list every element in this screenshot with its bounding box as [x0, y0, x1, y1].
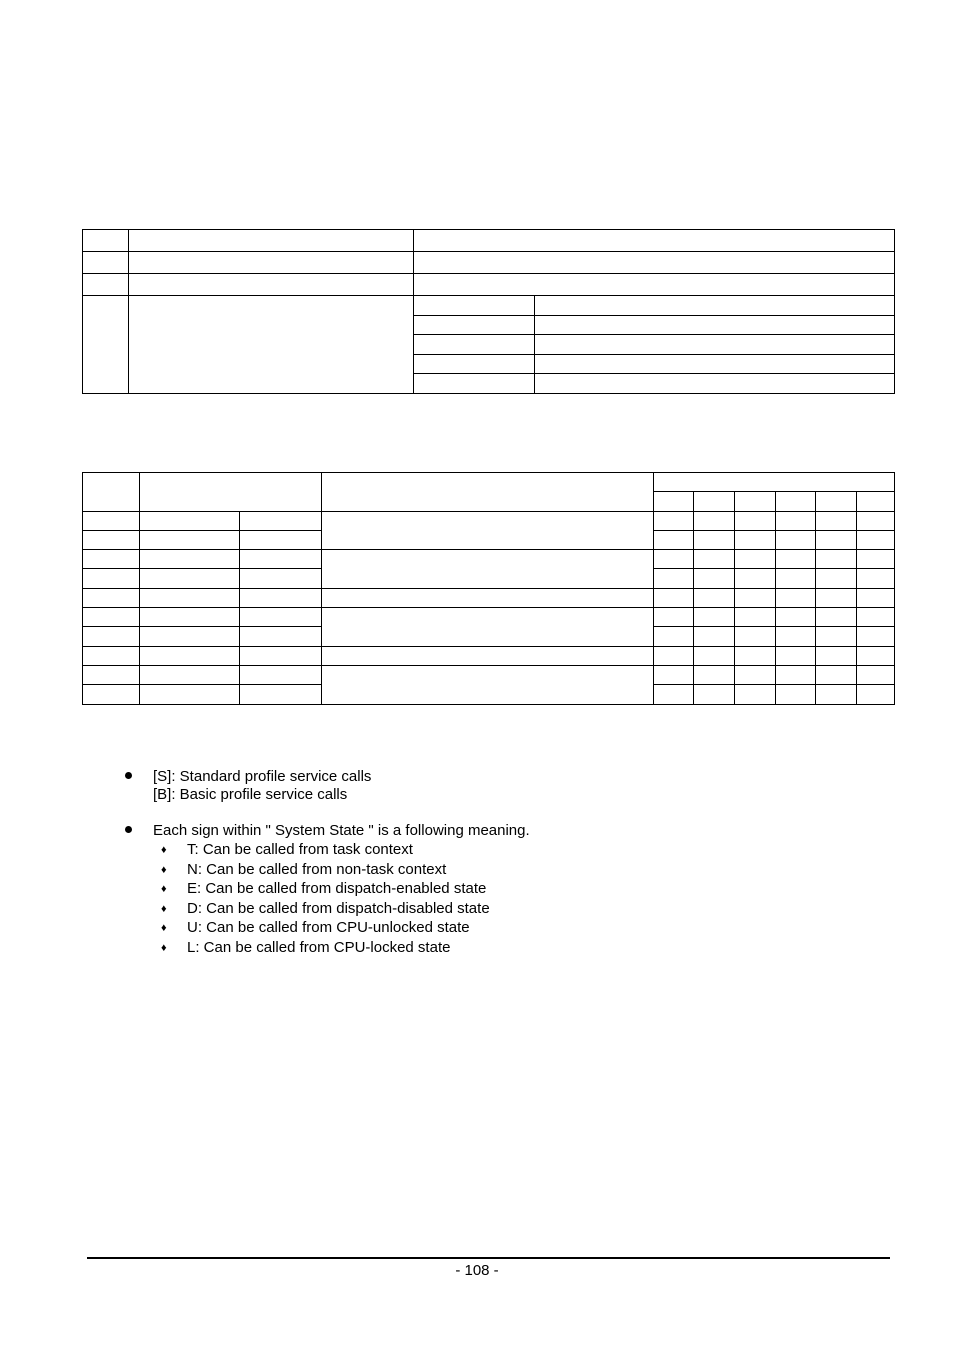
basic-profile-note: [B]: Basic profile service calls — [153, 786, 348, 803]
diamond-bullet-icon: ♦ — [161, 922, 167, 934]
table-row — [83, 511, 895, 530]
state-item: E: Can be called from dispatch-enabled state — [187, 880, 487, 897]
table-row — [83, 252, 895, 274]
table-row — [83, 665, 895, 684]
state-item: T: Can be called from task context — [187, 841, 413, 858]
footer-divider — [87, 1257, 890, 1259]
diamond-bullet-icon: ♦ — [161, 903, 167, 915]
table-row — [83, 473, 895, 492]
state-item: D: Can be called from dispatch-disabled state — [187, 900, 490, 917]
standard-profile-note: [S]: Standard profile service calls — [153, 768, 372, 785]
bullet-icon — [125, 826, 132, 833]
table-row — [83, 274, 895, 296]
diamond-bullet-icon: ♦ — [161, 942, 167, 954]
page-number: - 108 - — [455, 1262, 499, 1279]
state-item: N: Can be called from non-task context — [187, 861, 447, 878]
table-row — [83, 296, 895, 316]
table-row — [83, 550, 895, 569]
parameter-table — [82, 229, 895, 394]
table-row — [83, 230, 895, 252]
state-item: U: Can be called from CPU-unlocked state — [187, 919, 470, 936]
table-row — [83, 608, 895, 627]
state-item: L: Can be called from CPU-locked state — [187, 939, 451, 956]
diamond-bullet-icon: ♦ — [161, 864, 167, 876]
table-row — [83, 588, 895, 607]
bullet-icon — [125, 772, 132, 779]
system-state-intro: Each sign within " System State " is a following meaning. — [153, 822, 530, 839]
table-row — [83, 646, 895, 665]
service-call-table — [82, 472, 895, 705]
diamond-bullet-icon: ♦ — [161, 883, 167, 895]
diamond-bullet-icon: ♦ — [161, 844, 167, 856]
